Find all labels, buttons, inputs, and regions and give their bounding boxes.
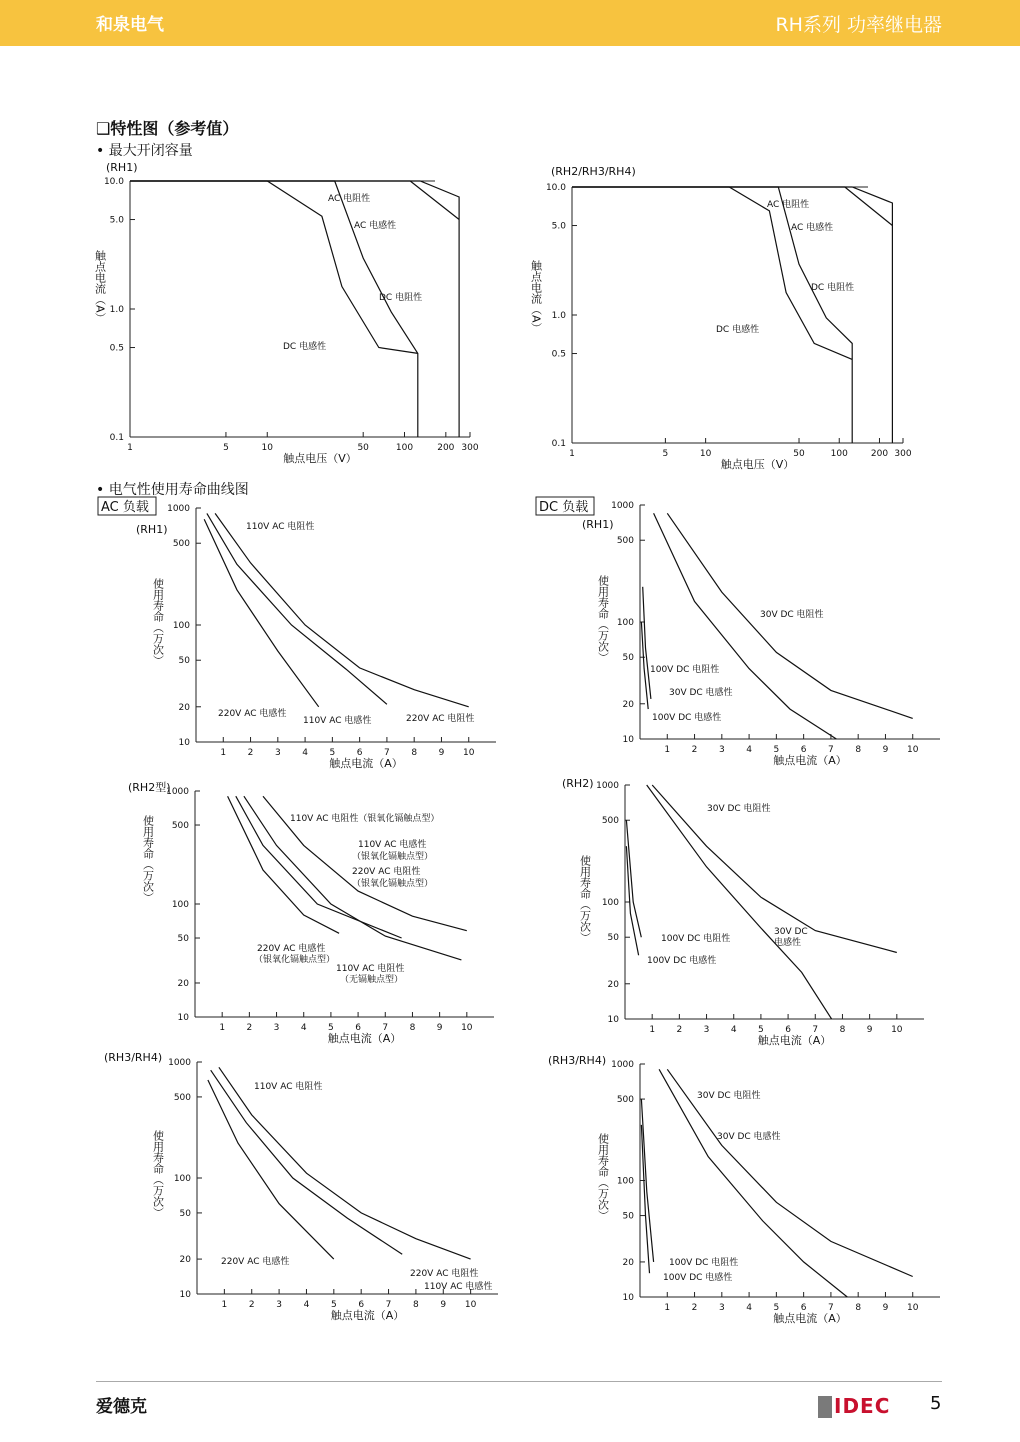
x-tick-label: 1 — [220, 748, 227, 758]
series-label: 100V DC 电感性 — [663, 1273, 733, 1283]
x-tick-label: 300 — [894, 449, 912, 459]
y-tick-label: 0.5 — [109, 343, 124, 354]
x-tick-label: 9 — [438, 748, 445, 758]
x-tick-label: 3 — [718, 745, 725, 755]
x-tick-label: 5 — [758, 1025, 764, 1035]
subsection-life: • 电气性使用寿命曲线图 — [96, 482, 249, 498]
y-tick-label: 50 — [178, 656, 190, 667]
series-line-1 — [654, 513, 837, 739]
x-axis-title: 触点电流（A） — [327, 1032, 402, 1045]
brand-title: 和泉电气 — [96, 15, 164, 35]
x-axis-title: 触点电流（A） — [757, 1034, 832, 1047]
y-tick-label: 1000 — [167, 504, 190, 514]
logo-text: IDEC — [834, 1394, 891, 1418]
series-line-3 — [130, 181, 418, 353]
y-tick-label: 10 — [622, 735, 634, 745]
series-label: 110V AC 电感性 — [358, 840, 427, 850]
series-line-0 — [572, 187, 892, 443]
y-tick-label: 20 — [622, 1257, 634, 1268]
x-tick-label: 4 — [746, 745, 752, 755]
series-label: DC 电阻性 — [811, 283, 855, 293]
y-tick-label: 10 — [178, 738, 190, 748]
x-tick-label: 5 — [662, 449, 669, 459]
x-tick-label: 6 — [356, 748, 363, 758]
x-tick-label: 10 — [907, 1303, 919, 1313]
x-tick-label: 1 — [664, 745, 671, 755]
x-tick-label: 10 — [461, 1023, 473, 1033]
x-tick-label: 10 — [907, 745, 919, 755]
x-tick-label: 5 — [330, 1300, 337, 1310]
y-tick-label: 50 — [622, 1211, 634, 1222]
x-tick-label: 1 — [127, 443, 133, 453]
y-tick-label: 500 — [616, 536, 634, 547]
series-label: 220V AC 电阻性 — [410, 1269, 479, 1279]
series-line-0 — [219, 1067, 471, 1259]
x-tick-label: 6 — [355, 1023, 361, 1033]
series-label: 110V AC 电阻性 — [336, 964, 405, 974]
x-tick-label: 3 — [273, 1023, 280, 1033]
x-tick-label: 10 — [463, 748, 475, 758]
x-tick-label: 9 — [440, 1300, 447, 1310]
x-tick-label: 3 — [718, 1303, 725, 1313]
series-label: 30V DC 电感性 — [717, 1132, 781, 1142]
model-label: (RH1) — [106, 161, 138, 174]
y-tick-label: 100 — [171, 900, 189, 910]
y-tick-label: 500 — [601, 816, 619, 827]
x-tick-label: 7 — [384, 748, 390, 758]
x-tick-label: 8 — [411, 748, 418, 758]
y-axis-title: 使用寿命（万次） — [596, 1133, 610, 1221]
series-line-1 — [207, 513, 387, 704]
y-tick-label: 10 — [607, 1015, 619, 1025]
x-tick-label: 7 — [812, 1025, 819, 1035]
x-axis-title: 触点电压（V） — [720, 458, 795, 471]
y-tick-label: 0.1 — [109, 433, 124, 443]
x-axis-title: 触点电流（A） — [773, 754, 847, 767]
series-label: DC 电感性 — [716, 325, 760, 335]
y-tick-label: 20 — [177, 978, 189, 989]
footer-brand: 爱德克 — [96, 1397, 147, 1417]
model-label: (RH2/RH3/RH4) — [551, 165, 636, 178]
x-axis-title: 触点电压（V） — [283, 452, 357, 465]
x-tick-label: 4 — [746, 1303, 752, 1313]
x-tick-label: 200 — [870, 449, 889, 459]
series-label: 100V DC 电感性 — [647, 956, 717, 966]
y-tick-label: 50 — [177, 934, 189, 945]
x-tick-label: 2 — [691, 1303, 698, 1313]
series-line-0 — [130, 181, 459, 437]
x-tick-label: 7 — [385, 1300, 392, 1310]
series-line-2 — [204, 519, 319, 707]
y-tick-label: 20 — [622, 699, 634, 710]
x-tick-label: 8 — [409, 1023, 416, 1033]
x-tick-label: 5 — [773, 1303, 780, 1313]
logo-mark-icon — [818, 1396, 832, 1418]
y-tick-label: 1000 — [611, 1060, 634, 1070]
y-tick-label: 20 — [607, 979, 619, 990]
x-tick-label: 6 — [800, 745, 807, 755]
series-label: 110V AC 电阻性 — [246, 522, 315, 532]
page-number: 5 — [930, 1393, 942, 1414]
y-tick-label: 100 — [616, 618, 634, 628]
y-tick-label: 0.1 — [551, 439, 566, 449]
series-label: 100V DC 电感性 — [652, 713, 722, 723]
x-tick-label: 5 — [773, 745, 780, 755]
x-tick-label: 4 — [302, 748, 308, 758]
x-tick-label: 4 — [730, 1025, 737, 1035]
y-tick-label: 5.0 — [109, 215, 124, 226]
y-tick-label: 50 — [622, 653, 634, 664]
x-tick-label: 8 — [855, 1303, 862, 1313]
series-line-2 — [643, 587, 651, 699]
y-tick-label: 1000 — [168, 1058, 191, 1068]
y-axis-title: 触点电流（A） — [93, 250, 107, 324]
x-tick-label: 9 — [436, 1023, 443, 1033]
footer-divider — [96, 1381, 942, 1382]
y-tick-label: 1000 — [611, 501, 634, 511]
x-tick-label: 100 — [395, 443, 414, 453]
model-label: (RH3/RH4) — [104, 1051, 163, 1064]
x-tick-label: 100 — [830, 449, 848, 459]
series-label: （银氧化镉触点型） — [352, 879, 434, 889]
series-label: 电感性 — [774, 938, 802, 948]
x-axis-title: 触点电流（A） — [330, 1309, 405, 1322]
x-tick-label: 5 — [329, 748, 336, 758]
model-label: (RH1) — [582, 518, 614, 531]
y-tick-label: 10.0 — [545, 183, 566, 193]
series-label: 30V DC 电阻性 — [707, 804, 771, 814]
y-tick-label: 100 — [172, 621, 190, 631]
series-line-2 — [208, 1080, 334, 1259]
series-line-2 — [130, 181, 418, 437]
y-axis-title: 使用寿命（万次） — [151, 1130, 165, 1218]
model-label: (RH3/RH4) — [548, 1054, 607, 1067]
x-tick-label: 8 — [413, 1300, 419, 1310]
y-tick-label: 10.0 — [103, 177, 124, 187]
x-tick-label: 9 — [882, 1303, 889, 1313]
series-label: 220V AC 电阻性 — [352, 867, 421, 877]
x-tick-label: 10 — [464, 1300, 477, 1310]
y-tick-label: 50 — [607, 933, 619, 944]
x-tick-label: 6 — [358, 1300, 365, 1310]
x-tick-label: 1 — [664, 1303, 671, 1313]
x-tick-label: 8 — [855, 745, 862, 755]
y-tick-label: 1000 — [166, 787, 189, 797]
y-axis-title: 使用寿命（万次） — [578, 855, 592, 943]
y-tick-label: 500 — [173, 1092, 191, 1103]
y-tick-label: 20 — [178, 702, 190, 713]
x-tick-label: 200 — [437, 443, 455, 453]
x-tick-label: 300 — [461, 443, 479, 453]
series-label: 100V DC 电阻性 — [650, 665, 720, 675]
x-tick-label: 10 — [891, 1025, 903, 1035]
series-label: 30V DC 电感性 — [669, 688, 733, 698]
series-label: AC 电阻性 — [767, 200, 810, 210]
series-label: 30V DC 电阻性 — [697, 1091, 761, 1101]
x-tick-label: 5 — [328, 1023, 334, 1033]
x-tick-label: 9 — [882, 745, 889, 755]
y-tick-label: 500 — [171, 821, 189, 832]
series-label: 100V DC 电阻性 — [661, 934, 731, 944]
x-tick-label: 50 — [357, 443, 369, 453]
series-label: 220V AC 电阻性 — [406, 714, 475, 724]
series-label: 110V AC 电感性 — [424, 1282, 493, 1292]
series-label: 220V AC 电感性 — [218, 709, 287, 719]
load-type-label: DC 负载 — [539, 500, 589, 515]
x-tick-label: 7 — [828, 1303, 834, 1313]
series-line-1 — [647, 785, 832, 1019]
series-line-1 — [130, 181, 459, 220]
x-tick-label: 4 — [300, 1023, 307, 1033]
x-tick-label: 2 — [691, 745, 698, 755]
x-tick-label: 2 — [676, 1025, 683, 1035]
section-title: ❑特性图（参考值） — [96, 119, 239, 138]
series-line-0 — [215, 513, 469, 706]
y-tick-label: 500 — [616, 1095, 634, 1106]
x-tick-label: 2 — [247, 748, 254, 758]
x-tick-label: 2 — [246, 1023, 253, 1033]
y-tick-label: 0.5 — [551, 349, 566, 360]
series-title: RH系列 功率继电器 — [775, 14, 942, 36]
x-tick-label: 7 — [828, 745, 834, 755]
y-tick-label: 10 — [622, 1293, 634, 1303]
y-tick-label: 500 — [172, 539, 190, 550]
x-tick-label: 1 — [569, 449, 575, 459]
x-axis-title: 触点电流（A） — [773, 1312, 847, 1325]
x-tick-label: 3 — [276, 1300, 282, 1310]
x-tick-label: 1 — [219, 1023, 226, 1033]
series-label: （银氧化镉触点型） — [352, 852, 434, 862]
model-label: (RH2型) — [128, 781, 171, 794]
x-tick-label: 3 — [274, 748, 281, 758]
series-label: 100V DC 电阻性 — [669, 1258, 739, 1268]
x-axis-title: 触点电流（A） — [329, 757, 403, 770]
y-axis-title: 触点电流（A） — [529, 260, 543, 334]
series-line-3 — [641, 1125, 649, 1273]
load-type-label: AC 负载 — [101, 500, 149, 515]
y-tick-label: 1000 — [596, 781, 619, 791]
x-tick-label: 7 — [382, 1023, 389, 1033]
series-label: DC 电阻性 — [379, 293, 423, 303]
series-label: 220V AC 电感性 — [257, 944, 326, 954]
series-line-1 — [572, 187, 892, 226]
y-tick-label: 50 — [179, 1208, 191, 1219]
x-tick-label: 8 — [839, 1025, 846, 1035]
y-tick-label: 100 — [173, 1174, 191, 1184]
x-tick-label: 10 — [261, 443, 273, 453]
x-tick-label: 6 — [785, 1025, 791, 1035]
subsection-capacity: • 最大开闭容量 — [96, 143, 193, 159]
series-label: 220V AC 电感性 — [221, 1257, 290, 1267]
y-tick-label: 10 — [179, 1290, 191, 1300]
x-tick-label: 4 — [303, 1300, 310, 1310]
series-label: 110V AC 电阻性（银氧化镉触点型） — [290, 814, 440, 824]
y-axis-title: 使用寿命（万次） — [141, 815, 155, 903]
y-tick-label: 100 — [616, 1176, 634, 1187]
series-label: 30V DC — [774, 927, 808, 937]
y-tick-label: 1.0 — [551, 311, 566, 321]
y-tick-label: 20 — [179, 1255, 191, 1266]
y-axis-title: 使用寿命（万次） — [151, 578, 165, 666]
series-label: 110V AC 电阻性 — [254, 1082, 323, 1092]
series-label: 30V DC 电阻性 — [760, 610, 824, 620]
x-tick-label: 1 — [221, 1300, 228, 1310]
series-label: 110V AC 电感性 — [303, 716, 372, 726]
series-label: （无镉触点型） — [340, 975, 404, 985]
x-tick-label: 5 — [223, 443, 229, 453]
x-tick-label: 10 — [699, 449, 712, 459]
y-tick-label: 100 — [601, 898, 619, 908]
x-tick-label: 9 — [866, 1025, 873, 1035]
model-label: (RH2) — [562, 777, 594, 790]
series-label: AC 电感性 — [354, 221, 397, 231]
x-tick-label: 3 — [703, 1025, 710, 1035]
x-tick-label: 6 — [800, 1303, 807, 1313]
series-line-3 — [572, 187, 855, 359]
x-tick-label: 1 — [649, 1025, 656, 1035]
model-label: (RH1) — [136, 523, 168, 536]
y-tick-label: 10 — [177, 1013, 189, 1023]
series-label: （银氧化镉触点型） — [254, 955, 336, 965]
x-tick-label: 50 — [793, 449, 805, 459]
x-tick-label: 2 — [248, 1300, 255, 1310]
series-label: DC 电感性 — [283, 342, 327, 352]
y-axis-title: 使用寿命（万次） — [596, 575, 610, 663]
y-tick-label: 1.0 — [109, 305, 124, 315]
series-label: AC 电感性 — [791, 223, 834, 233]
series-label: AC 电阻性 — [328, 194, 371, 204]
y-tick-label: 5.0 — [551, 221, 566, 232]
